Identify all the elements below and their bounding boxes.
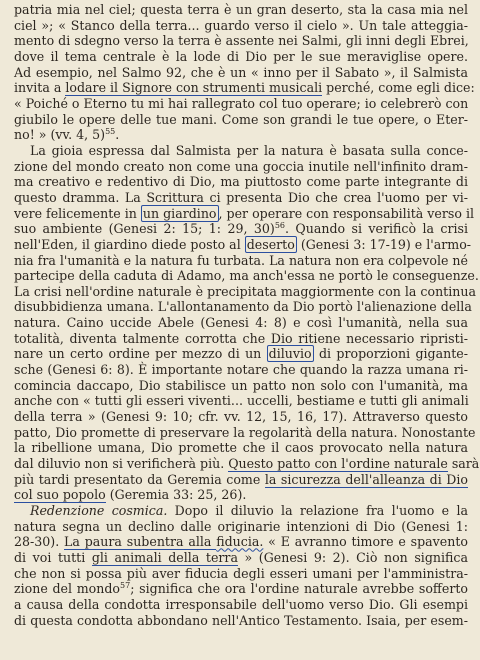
underlined-phrase: La paura subentra alla	[64, 534, 217, 550]
text-line: patria mia nel ciel; questa terra è un gran deserto, sta la casa mia nel	[14, 2, 468, 17]
text-line: suo ambiente (Genesi 2: 15; 1: 29, 30)$^{56}$. Quando si verificò la crisi	[14, 221, 468, 237]
text-line: sche (Genesi 6: 8). È importante notare che quando la razza umana ri-	[14, 362, 468, 378]
text-line: dove il tema centrale è la lode di Dio per le sue meraviglise opere.	[14, 48, 468, 64]
text-line: comincia daccapo, Dio stabilisce un patto non solo con l'umanità, ma	[14, 377, 468, 393]
text-line: zione del mondo$^{57}$; significa che ora l'ordine naturale avrebbe sofferto	[14, 581, 468, 597]
text-line: 28-30). La paura subentra alla fiducia. « E avranno timore e spavento	[14, 534, 468, 550]
text-line: anche con « tutti gli esseri viventi... uccelli, bestiame e tutti gli animali	[14, 393, 469, 409]
section-heading: Redenzione cosmica.	[30, 503, 168, 518]
text-line: di questa condotta abbondano nell'Antico Testamento. Isaia, per esem-	[14, 612, 468, 628]
text-line: nare un certo ordine per mezzo di un diluvio di proporzioni gigante-	[14, 346, 469, 362]
text-line: ma creativo e redentivo di Dio, ma piuttosto come parte integrante di	[14, 174, 468, 190]
text-line: più tardi presentato da Geremia come la sicurezza dell'alleanza di Dio	[14, 471, 468, 487]
text-line: Ad esempio, nel Salmo 92, che è un « inno per il Sabato », il Salmista	[14, 64, 468, 80]
text-line: ciel »; « Stanco della terra... guardo verso il cielo ». Un tale atteggia-	[14, 17, 468, 33]
boxed-phrase: un giardino	[142, 205, 217, 221]
text-line: invita a lodare il Signore con strumenti musicali perché, come egli dice:	[14, 80, 475, 96]
text-line: col suo popolo (Geremia 33: 25, 26).	[14, 487, 247, 503]
text-line: nia fra l'umanità e la natura fu turbata. La natura non era colpevole né	[14, 252, 468, 268]
text-line: a causa della condotta irresponsabile dell'uomo verso Dio. Gli esempi	[14, 596, 468, 612]
text-line: disubbidienza umana. L'allontanamento da Dio portò l'alienazione della	[14, 299, 472, 315]
text-line: della terra » (Genesi 9: 10; cfr. vv. 12, 15, 16, 17). Attraverso questo	[14, 409, 468, 425]
underlined-phrase: Questo patto con l'ordine naturale	[228, 456, 448, 472]
text-line: natura segna un declino dalle originarie intenzioni di Dio (Genesi 1:	[14, 518, 468, 534]
underlined-phrase: col suo popolo	[14, 487, 106, 503]
text-line: questo dramma. La Scrittura ci presenta Dio che crea l'uomo per vi-	[14, 189, 468, 205]
underlined-phrase: la sicurezza dell'alleanza di Dio	[264, 471, 468, 487]
text-line: giubilo le opere delle tue mani. Come son grandi le tue opere, o Eter-	[14, 111, 468, 127]
footnote-ref: 55	[105, 127, 116, 137]
text-line: la ribellione umana, Dio promette che il caos provocato nella natura	[14, 440, 468, 456]
text-line: La gioia espressa dal Salmista per la natura è basata sulla conce-	[30, 142, 468, 158]
text-line: di voi tutti gli animali della terra » (Genesi 9: 2). Ciò non significa	[14, 549, 468, 565]
text-line: patto, Dio promette di preservare la regolarità della natura. Nonostante	[14, 424, 476, 440]
boxed-phrase: diluvio	[268, 346, 312, 362]
text-line: « Poiché o Eterno tu mi hai rallegrato col tuo operare; io celebrerò con	[14, 95, 469, 111]
text-line: totalità, diventa talmente corrotta che Dio ritiene necessario ripristi-	[14, 330, 468, 346]
text-line: La crisi nell'ordine naturale è precipitata maggiormente con la continua	[14, 283, 476, 299]
text-line: zione del mondo creato non come una goccia inutile nell'infinito dram-	[14, 158, 468, 174]
text-line: partecipe della caduta di Adamo, ma anch'essa ne portò le conseguenze.	[14, 268, 479, 284]
text-line: vere felicemente in un giardino , per operare con responsabilità verso il	[14, 205, 474, 221]
underlined-phrase: gli animali della terra	[91, 549, 238, 565]
text-line: mento di sdegno verso la terra è assente nei Salmi, gli inni degli Ebrei,	[14, 33, 469, 49]
boxed-phrase: deserto	[246, 236, 295, 252]
text-line: Redenzione cosmica. Dopo il diluvio la relazione fra l'uomo e la	[30, 503, 468, 518]
underlined-phrase: lodare il Signore con strumenti musicali	[65, 80, 323, 96]
text-line: no! » (vv. 4, 5)$^{55}$.	[14, 127, 120, 143]
text-line: dal diluvio non si verificherà più. Questo patto con l'ordine naturale sarà	[14, 456, 480, 472]
footnote-ref: 56	[274, 221, 285, 231]
footnote-ref: 57	[120, 581, 131, 591]
text-line: che non si possa più aver fiducia degli esseri umani per l'amministra-	[14, 565, 468, 581]
text-line: natura. Caino uccide Abele (Genesi 4: 8) e così l'umanità, nella sua	[14, 315, 468, 331]
underlined-phrase: fiducia.	[216, 534, 264, 550]
text-line: nell'Eden, il giardino diede posto al deserto (Genesi 3: 17-19) e l'armo-	[14, 236, 472, 252]
